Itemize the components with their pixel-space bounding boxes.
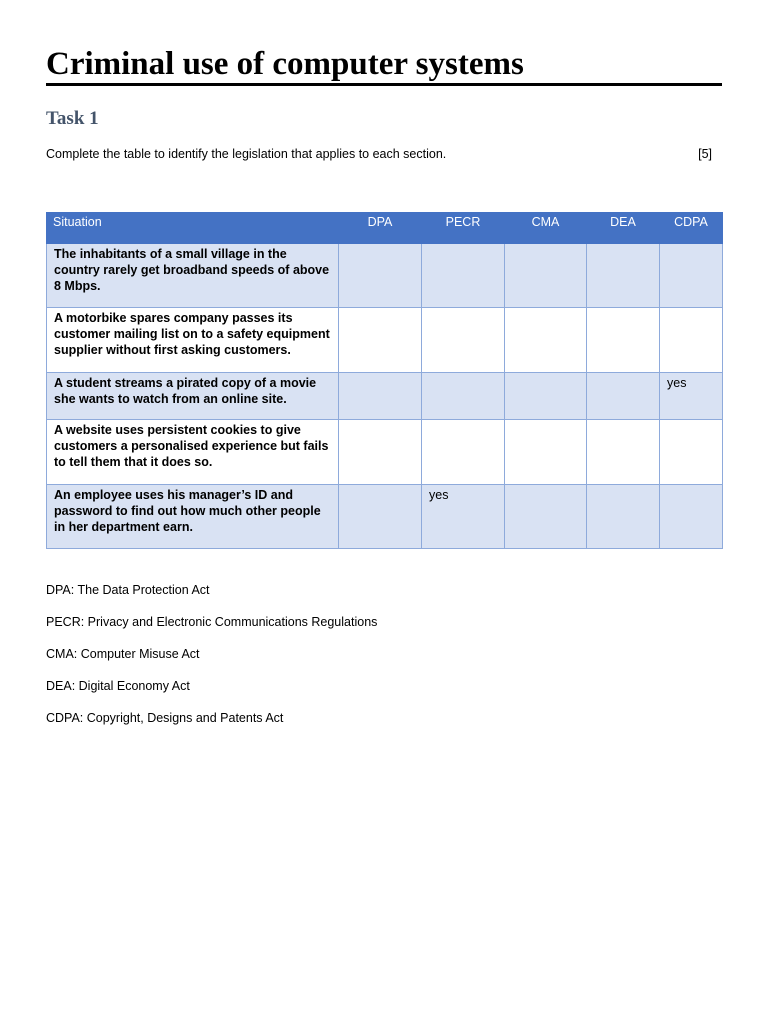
header-dea: DEA: [587, 213, 660, 244]
answer-cell-pecr[interactable]: [422, 308, 505, 373]
situation-cell: A website uses persistent cookies to give customers a personalised experience but fails to tell them that it does so.: [47, 420, 339, 485]
instruction-text: Complete the table to identify the legislation that applies to each section.: [46, 147, 447, 161]
answer-cell-dea[interactable]: [587, 485, 660, 549]
title-underline: [46, 83, 722, 86]
answer-cell-dea[interactable]: [587, 244, 660, 308]
table-header-row: [47, 213, 723, 244]
answer-cell-dpa[interactable]: [339, 244, 422, 308]
answer-cell-pecr[interactable]: yes: [422, 485, 505, 549]
table-row: [47, 485, 723, 549]
answer-cell-dpa[interactable]: [339, 373, 422, 420]
situation-cell: An employee uses his manager’s ID and password to find out how much other people in her department earn.: [47, 485, 339, 549]
answer-cell-pecr[interactable]: [422, 420, 505, 485]
legislation-table: [46, 212, 723, 549]
document-title: Criminal use of computer systems: [46, 46, 524, 82]
table-row: [47, 308, 723, 373]
answer-cell-dea[interactable]: [587, 373, 660, 420]
table-row: [47, 373, 723, 420]
legend-item-cma: CMA: Computer Misuse Act: [46, 647, 200, 661]
abbreviation-legend: [46, 582, 377, 742]
answer-cell-cma[interactable]: [505, 373, 587, 420]
legend-item-dea: DEA: Digital Economy Act: [46, 679, 190, 693]
answer-cell-pecr[interactable]: [422, 373, 505, 420]
answer-cell-cdpa[interactable]: [660, 308, 723, 373]
header-pecr: PECR: [422, 213, 505, 244]
answer-cell-cma[interactable]: [505, 420, 587, 485]
answer-cell-dpa[interactable]: [339, 485, 422, 549]
header-situation: Situation: [47, 213, 339, 244]
task-heading: Task 1: [46, 108, 99, 129]
header-cdpa: CDPA: [660, 213, 723, 244]
table-row: [47, 244, 723, 308]
answer-cell-dea[interactable]: [587, 420, 660, 485]
answer-cell-cma[interactable]: [505, 308, 587, 373]
legend-item-dpa: DPA: The Data Protection Act: [46, 583, 210, 597]
situation-cell: A motorbike spares company passes its customer mailing list on to a safety equipment supplier without first asking customers.: [47, 308, 339, 373]
answer-cell-dea[interactable]: [587, 308, 660, 373]
answer-cell-dpa[interactable]: [339, 420, 422, 485]
marks-label: [5]: [698, 147, 712, 161]
header-cma: CMA: [505, 213, 587, 244]
answer-cell-cma[interactable]: [505, 244, 587, 308]
instructions-line: [46, 147, 712, 161]
answer-cell-cdpa[interactable]: [660, 485, 723, 549]
answer-cell-cdpa[interactable]: [660, 420, 723, 485]
answer-cell-cdpa[interactable]: yes: [660, 373, 723, 420]
situation-cell: The inhabitants of a small village in the country rarely get broadband speeds of above 8 Mbps.: [47, 244, 339, 308]
header-dpa: DPA: [339, 213, 422, 244]
answer-cell-cma[interactable]: [505, 485, 587, 549]
answer-cell-pecr[interactable]: [422, 244, 505, 308]
legend-item-pecr: PECR: Privacy and Electronic Communications Regulations: [46, 615, 378, 629]
table-row: [47, 420, 723, 485]
situation-cell: A student streams a pirated copy of a movie she wants to watch from an online site.: [47, 373, 339, 420]
legend-item-cdpa: CDPA: Copyright, Designs and Patents Act: [46, 711, 284, 725]
answer-cell-cdpa[interactable]: [660, 244, 723, 308]
answer-cell-dpa[interactable]: [339, 308, 422, 373]
